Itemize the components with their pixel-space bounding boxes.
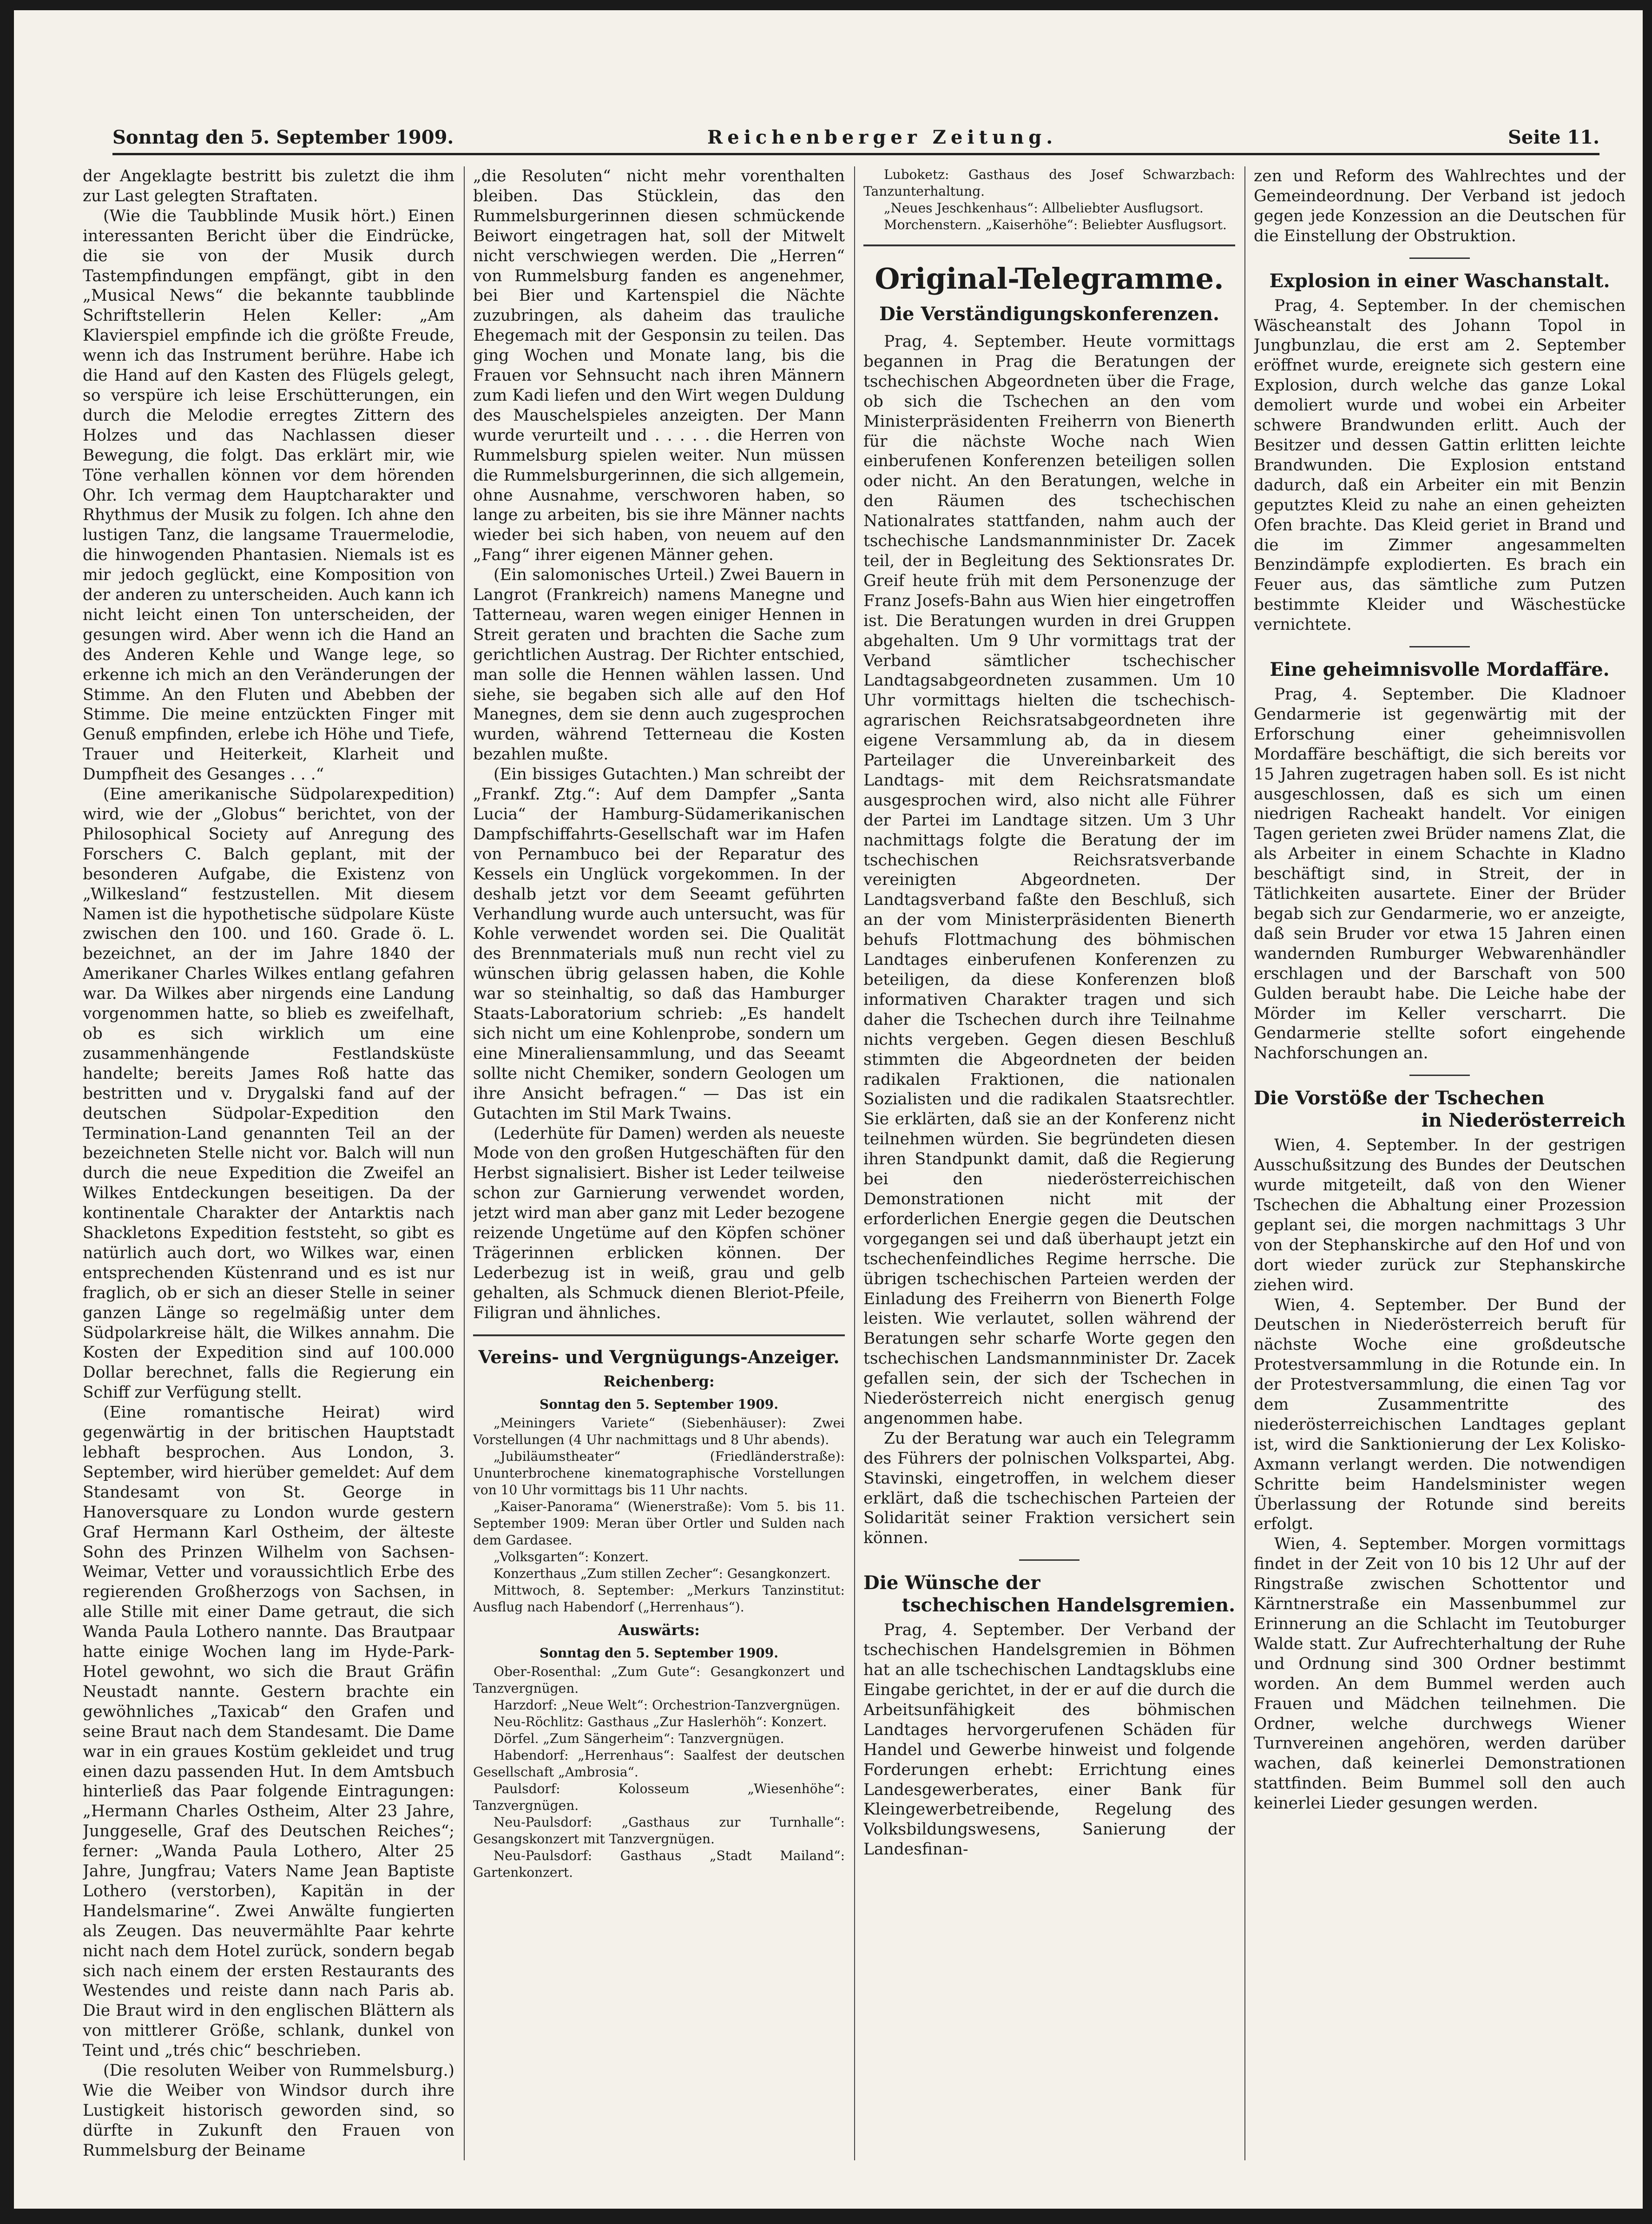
page-number: Seite 11. — [1508, 126, 1599, 148]
headline-verstaendigung: Die Verständigungskonferenzen. — [879, 303, 1219, 325]
event-date: Sonntag den 5. September 1909. — [539, 1397, 779, 1412]
event-item: Konzerthaus „Zum stillen Zecher“: Gesangkonzert. — [494, 1566, 831, 1582]
article-handelsgremien-cont: zen und Reform des Wahlrechtes und der Gemeindeordnung. Der Verband ist jedoch gegen jede Konzession an die Deutschen für die Einstellung der Obstruktion. — [1254, 167, 1626, 245]
event-item: „Volksgarten“: Konzert. — [494, 1549, 649, 1565]
article-rule — [1019, 1559, 1079, 1561]
column-divider — [1244, 166, 1245, 2160]
article-heirat: (Eine romantische Heirat) wird gegenwärtig in der britischen Hauptstadt lebhaft besprochen. Aus London, 3. September, wird hierüber gemeldet: Auf dem Standesamt von St. George in Hanoversquare zu London wurde gestern Graf Hermann Karl Ostheim, der älteste Sohn des Prinzen Wilhelm von Sachsen-Weimar, Vetter und voraussichtlich Erbe des regierenden Großherzogs von Sachsen, in alle Stille mit einer Dame getraut, die sich Wanda Paula Lothero nannte. Das Brautpaar hatte einige Wochen lang im Hyde-Park-Hotel gewohnt, wo sich die Braut Gräfin Neustadt nannte. Gestern brachte ein gewöhnliches „Taxicab“ den Grafen und seine Braut nach dem Standesamt. Die Dame war in ein graues Kostüm gekleidet und trug einen dazu passenden Hut. In dem Amtsbuch hinterließ das Paar folgende Eintragungen: „Hermann Charles Ostheim, Alter 23 Jahre, Junggeselle, Graf des Deutschen Reiches“; ferner: „Wanda Paula Lothero, Alter 25 Jahre, Jungfrau; Vaters Name Jean Baptiste Lothero (verstorben), Kapitän in der Handelsmarine“. Zwei Anwälte fungierten als Zeugen. Das neuvermählte Paar kehrte nicht nach dem Hotel zurück, sondern begab sich nach einem der ersten Restaurants des Westendes und reiste dann nach Paris ab. Die Braut wird in den englischen Blättern als von mittlerer Größe, schlank, dunkel von Teint und „trés chic“ beschrieben. — [83, 1403, 454, 2060]
headline-explosion: Explosion in einer Waschanstalt. — [1269, 270, 1610, 292]
article-rule — [1409, 646, 1470, 647]
newspaper-title: Reichenberger Zeitung. — [707, 126, 1058, 148]
section-title-verein: Vereins- und Vergnügungs-Anzeiger. — [478, 1346, 840, 1367]
article-rule — [1409, 257, 1470, 259]
column-1 — [83, 166, 454, 2160]
headline-wuensche-2: tschechischen Handelsgremien. — [902, 1594, 1235, 1617]
event-item: Paulsdorf: Kolosseum „Wiesenhöhe“: Tanzvergnügen. — [473, 1781, 845, 1814]
column-2 — [473, 166, 845, 2160]
headline-wuensche-1: Die Wünsche der — [863, 1572, 1040, 1594]
page-header — [112, 122, 1599, 155]
headline-vorstoesse-2: in Niederösterreich — [1421, 1109, 1626, 1132]
article-explosion: Prag, 4. September. In der chemischen Wäscheanstalt des Johann Topol in Jungbunzlau, die erst am 2. September eröffnet wurde, ereignete sich gestern eine Explosion, durch welche das ganze Lokal demoliert wurde und wobei ein Arbeiter schwere Brandwunden erlitt. Auch der Besitzer und dessen Gattin erlitten leichte Brandwunden. Die Explosion entstand dadurch, daß ein Arbeiter ein mit Benzin geputztes Kleid zu nahe an einen geheizten Ofen brachte. Das Kleid geriet in Brand und die im Zimmer angesammelten Benzindämpfe explodierten. Es brach ein Feuer aus, das sämtliche zum Putzen bestimmte Kleider und Wäschestücke vernichtete. — [1254, 296, 1626, 634]
column-divider — [464, 166, 465, 2160]
column-3 — [863, 166, 1235, 2160]
article-rummelsburg-cont: „die Resoluten“ nicht mehr vorenthalten bleiben. Das Stücklein, das den Rummelsburgerinnen diesen schmückende Beiwort eingetragen hat, soll der Mitwelt nicht verschwiegen werden. Die „Herren“ von Rummelsburg fanden es angenehmer, bei Bier und Kartenspiel die Nächte zuzubringen, als daheim das trauliche Ehegemach mit der Gesponsin zu teilen. Das ging Wochen und Monate lang, bis die Frauen vor Sehnsucht nach ihren Männern zum Kadi liefen und den Wirt wegen Duldung des Mauschelspieles anzeigten. Der Mann wurde verurteilt und . . . . . die Herren von Rummelsburg spielen weiter. Nun müssen die Rummelsburgerinnen, die sich allgemein, ohne Ausnahme, verschworen haben, so lange zu arbeiten, bis sie ihre Männer nachts wieder bei sich haben, von neuem auf den „Fang“ ihrer eigenen Männer gehen. — [473, 167, 845, 565]
article-verstaendigung: Prag, 4. September. Heute vormittags begannen in Prag die Beratungen der tschechischen Abgeordneten über die Frage, ob sich die Tschechen an den vom Ministerpräsidenten Freiherrn von Bienerth für die nächste Woche nach Wien einberufenen Konferenzen beteiligen sollen oder nicht. An den Beratungen, welche in den Räumen des tschechischen Nationalrates stattfanden, nahm auch der tschechische Landsmannminister Dr. Zacek teil, der in Begleitung des Sektionsrates Dr. Greif heute früh mit dem Personenzuge der Franz Josefs-Bahn aus Wien hier eingetroffen ist. Die Beratungen wurden in drei Gruppen abgehalten. Um 9 Uhr vormittags trat der Verband sämtlicher tschechischer Landtagsabgeordneten zusammen. Um 10 Uhr vormittags hielten die tschechisch-agrarischen Reichsratsabgeordneten ihre eigene Versammlung ab, da in diesem Parteilager die Unvereinbarkeit des Landtags- mit dem Reichsratsmandate ausgesprochen wird, also nicht alle Führer der Partei im Landtage sitzen. Um 3 Uhr nachmittags folgte die Beratung der im tschechischen Reichsratsverbande vereinigten Abgeordneten. Der Landtagsverband faßte den Beschluß, sich an der vom Ministerpräsidenten Bienerth behufs Flottmachung des böhmischen Landtages einberufenen Konferenzen zu beteiligen, da diese Konferenzen bloß informativen Charakter tragen und sich daher die Tschechen durch ihre Teilnahme nichts vergeben. Gegen diesen Beschluß stimmten die Abgeordneten der beiden radikalen Fraktionen, die nationalen Sozialisten und die radikalen Staatsrechtler. Sie erklärten, daß sie an der Konferenz nicht teilnehmen würden. Sie begründeten diesen ihren Standpunkt damit, daß die Regierung bei den niederösterreichischen Demonstrationen nicht mit der erforderlichen Energie gegen die Deutschen vorgegangen sei und daß überhaupt jetzt ein tschechenfeindliches Regime herrsche. Die übrigen tschechischen Parteien werden der Einladung des Freiherrn von Bienerth Folge leisten. Wie verlautet, sollen während der Beratungen sehr scharfe Worte gegen den tschechischen Landsmannminister Dr. Zacek gefallen sein, der sich der Tschechen in Niederösterreich nicht energisch genug angenommen habe. — [863, 332, 1235, 1428]
article-taubblinde: (Wie die Taubblinde Musik hört.) Einen interessanten Bericht über die Eindrücke, die sie von der Musik durch Tastempfindungen empfängt, gibt in den „Musical News“ die bekannte taubblinde Schriftstellerin Helen Keller: „Am Klavierspiel empfinde ich die größte Freude, wenn ich das Instrument berühre. Habe ich die Hand auf den Kasten des Flügels gelegt, so verspüre ich leise Erschütterungen, ein durch die Melodie erregtes Zittern des Holzes und das Nachlassen dieser Bewegung, die folgt. Das erklärt mir, wie Töne verhallen können vor dem hörenden Ohr. Ich vermag dem Hauptcharakter und Rhythmus der Musik zu folgen. Ich ahne den lustigen Tanz, die langsame Trauermelodie, die hinwogenden Phantasien. Niemals ist es mir jedoch geglückt, eine Komposition von der anderen zu unterscheiden. Auch kann ich nicht leicht einen Ton unterscheiden, der gesungen wird. Aber wenn ich die Hand an des Anderen Kehle und Wange lege, so erkenne ich mich an den Veränderungen der Stimme. An den Fluten und Abebben der Stimme. Die meine entzückten Finger mit Genuß empfinden, erlebe ich Höhe und Tiefe, Trauer und Heiterkeit, Klarheit und Dumpfheit des Gesanges . . .“ — [83, 206, 454, 784]
event-item: Neu-Paulsdorf: Gasthaus „Stadt Mailand“: Gartenkonzert. — [473, 1848, 845, 1881]
headline-vorstoesse-1: Die Vorstöße der Tschechen — [1254, 1087, 1545, 1109]
event-item: „Kaiser-Panorama“ (Wienerstraße): Vom 5. bis 11. September 1909: Meran über Ortler und Sulden nach dem Gardasee. — [473, 1499, 845, 1548]
article-vorstoesse-1: Wien, 4. September. In der gestrigen Ausschußsitzung des Bundes der Deutschen wurde mitgeteilt, daß von den Wiener Tschechen die Abhaltung einer Prozession geplant sei, die morgen nachmittags 3 Uhr von der Stephanskirche auf den Hof und von dort wieder zurück zur Stephanskirche ziehen wird. — [1254, 1136, 1626, 1294]
article-mordaffaere: Prag, 4. September. Die Kladnoer Gendarmerie ist gegenwärtig mit der Erforschung einer geheimnisvollen Mordaffäre beschäftigt, die sich bereits vor 15 Jahren zugetragen haben soll. Es ist nicht ausgeschlossen, daß es sich um einen niedrigen Racheakt handelt. Vor einigen Tagen gerieten zwei Brüder namens Zlat, die als Arbeiter in einem Schachte in Kladno beschäftigt sind, in Streit, der in Tätlichkeiten ausartete. Einer der Brüder begab sich zur Gendarmerie, wo er anzeigte, daß sein Bruder vor etwa 15 Jahren einen wandernden Rumburger Webwarenhändler erschlagen und der Barschaft von 500 Gulden beraubt habe. Die Leiche habe der Mörder im Keller verscharrt. Die Gendarmerie stellte sofort eingehende Nachforschungen an. — [1254, 685, 1626, 1063]
article-rule — [1409, 1075, 1470, 1076]
article-suedpolarexpedition: (Eine amerikanische Südpolarexpedition) wird, wie der „Globus“ berichtet, von der Philosophical Society auf Anregung des Forschers C. Balch geplant, mit der besonderen Aufgabe, die Existenz von „Wilkesland“ festzustellen. Mit diesem Namen ist die hypothetische südpolare Küste zwischen den 100. und 160. Grade ö. L. bezeichnet, an der im Jahre 1840 der Amerikaner Charles Wilkes entlang gefahren war. Da Wilkes aber nirgends eine Landung vorgenommen hatte, so blieb es zweifelhaft, ob es sich wirklich um eine zusammenhängende Festlandsküste handelte; bereits James Roß hatte das bestritten und v. Drygalski fand auf der deutschen Südpolar-Expedition den Termination-Land genannten Teil an der bezeichneten Stelle nicht vor. Balch will nun durch die neue Expedition die Zweifel an Wilkes Entdeckungen beseitigen. Da der kontinentale Charakter der Antarktis nach Shackletons Expedition feststeht, so gibt es natürlich auch dort, wo Wilkes war, einen entsprechenden Küstenrand und es ist nur fraglich, ob er sich an dieser Stelle in seiner ganzen Länge so regelmäßig unter dem Südpolarkreise hält, die Wilkes annahm. Die Kosten der Expedition sind auf 100.000 Dollar berechnet, falls die Regierung ein Schiff zur Verfügung stellt. — [83, 785, 454, 1402]
section-rule — [473, 1334, 845, 1336]
event-item: „Neues Jeschkenhaus“: Allbeliebter Ausflugsort. — [884, 200, 1204, 216]
event-item: Neu-Paulsdorf: „Gasthaus zur Turnhalle“: Gesangskonzert mit Tanzvergnügen. — [473, 1815, 845, 1847]
event-item: Morchenstern. „Kaiserhöhe“: Beliebter Ausflugsort. — [884, 217, 1227, 232]
article-verstaendigung-2: Zu der Beratung war auch ein Telegramm des Führers der polnischen Volkspartei, Abg. Stavinski, eingetroffen, in welchem dieser erklärt, daß die tschechischen Parteien der Solidarität seiner Fraktion versichert sein können. — [863, 1429, 1235, 1548]
column-divider — [854, 166, 855, 2160]
subhead-auswaerts: Auswärts: — [618, 1621, 700, 1639]
event-date: Sonntag den 5. September 1909. — [539, 1645, 779, 1661]
headline-mordaffaere: Eine geheimnisvolle Mordaffäre. — [1270, 659, 1610, 681]
event-item: Ober-Rosenthal: „Zum Gute“: Gesangkonzert und Tanzvergnügen. — [473, 1664, 845, 1696]
event-item: Harzdorf: „Neue Welt“: Orchestrion-Tanzvergnügen. — [494, 1697, 841, 1713]
subhead-reichenberg: Reichenberg: — [603, 1373, 715, 1391]
newspaper-page — [14, 10, 1643, 2209]
article-vorstoesse-3: Wien, 4. September. Morgen vormittags findet in der Zeit von 10 bis 12 Uhr auf der Ringstraße zwischen Schottentor und Kärntnerstraße ein Massenbummel zur Erinnerung an die Schlacht im Teutoburger Walde statt. Zur Aufrechterhaltung der Ruhe und Ordnung sind 300 Ordner bestimmt worden. An dem Bummel werden auch Frauen und Mädchen teilnehmen. Die Ordner, welche durchwegs Wiener Turnvereinen angehören, werden darüber wachen, daß keinerlei Demonstrationen stattfinden. Beim Bummel soll den auch keinerlei Lieder gesungen werden. — [1254, 1535, 1626, 1813]
event-item: Dörfel. „Zum Sängerheim“: Tanzvergnügen. — [494, 1731, 784, 1747]
header-rule — [112, 153, 1599, 155]
article-lederhuete: (Lederhüte für Damen) werden als neueste Mode von den großen Hutgeschäften für den Herbst signalisiert. Bisher ist Leder teilweise schon zur Garnierung verwendet worden, jetzt wird man aber ganz mit Leder bezogene reizende Ungetüme auf den Köpfen schöner Trägerinnen erblicken können. Der Lederbezug ist in weiß, grau und gelb gehalten, als Schmuck dienen Bleriot-Pfeile, Filigran und ähnliches. — [473, 1124, 845, 1322]
article-gutachten: (Ein bissiges Gutachten.) Man schreibt der „Frankf. Ztg.“: Auf dem Dampfer „Santa Lucia“ der Hamburg-Südamerikanischen Dampfschiffahrts-Gesellschaft war im Hafen von Pernambuco bei der Reparatur des Kessels ein Unglück vorgekommen. In der deshalb jetzt vor dem Seeamt geführten Verhandlung wurde auch untersucht, was für Kohle verwendet worden sei. Die Qualität des Brennmaterials muß nun recht viel zu wünschen übrig gelassen haben, die Kohle war so steinhaltig, so daß das Hamburger Staats-Laboratorium schrieb: „Es handelt sich nicht um eine Kohlenprobe, sondern um eine Mineraliensammlung, und das Seeamt sollte nicht Chemiker, sondern Geologen um ihre Ansicht befragen.“ — Das ist ein Gutachten im Stil Mark Twains. — [473, 765, 845, 1123]
article-handelsgremien: Prag, 4. September. Der Verband der tschechischen Handelsgremien in Böhmen hat an alle tschechischen Landtagsklubs eine Eingabe gerichtet, in der er auf die durch die Arbeitsunfähigkeit des böhmischen Landtages hervorgerufenen Schäden für Handel und Gewerbe hinweist und folgende Forderungen erhebt: Errichtung eines Landesgewerberates, einer Bank für Kleingewerbetreibende, Regelung des Volksbildungswesens, Sanierung der Landesfinan- — [863, 1621, 1235, 1859]
event-item: Neu-Röchlitz: Gasthaus „Zur Haslerhöh“: Konzert. — [494, 1714, 827, 1730]
issue-date: Sonntag den 5. September 1909. — [112, 126, 454, 148]
article-urteil: (Ein salomonisches Urteil.) Zwei Bauern in Langrot (Frankreich) namens Manegne und Tatterneau, waren wegen einiger Hennen in Streit geraten und brachten die Sache zum gerichtlichen Austrag. Der Richter entschied, man solle die Hennen wählen lassen. Und siehe, sie begaben sich alle auf den Hof Manegnes, dem sie denn auch zugesprochen wurden, während Tetterneau die Kosten bezahlen mußte. — [473, 566, 845, 764]
event-item: Luboketz: Gasthaus des Josef Schwarzbach: Tanzunterhaltung. — [863, 167, 1235, 199]
event-item: Mittwoch, 8. September: „Merkurs Tanzinstitut: Ausflug nach Habendorf („Herrenhaus“). — [473, 1583, 845, 1615]
event-item: „Jubiläumstheater“ (Friedländerstraße): Ununterbrochene kinematographische Vorstellungen von 10 Uhr vormittags bis 11 Uhr nachts. — [473, 1449, 845, 1498]
section-title-telegramme: Original-Telegramme. — [875, 262, 1224, 296]
article-vorstoesse-2: Wien, 4. September. Der Bund der Deutschen in Niederösterreich beruft für nächste Woche eine großdeutsche Protestversammlung in die Rotunde ein. In der Protestversammlung, die einen Tag vor dem Zusammentritte des niederösterreichischen Landtages geplant ist, wird die Sanktionierung der Lex Kolisko-Axmann verlangt werden. Die notwendigen Schritte beim Handelsminister wegen Überlassung der Rotunde sind bereits erfolgt. — [1254, 1295, 1626, 1534]
article-text: der Angeklagte bestritt bis zuletzt die ihm zur Last gelegten Straftaten. — [83, 167, 454, 205]
section-rule — [863, 244, 1235, 246]
event-item: Habendorf: „Herrenhaus“: Saalfest der deutschen Gesellschaft „Ambrosia“. — [473, 1748, 845, 1780]
event-item: „Meiningers Variete“ (Siebenhäuser): Zwei Vorstellungen (4 Uhr nachmittags und 8 Uhr abends). — [473, 1415, 845, 1448]
article-rummelsburg: (Die resoluten Weiber von Rummelsburg.) Wie die Weiber von Windsor durch ihre Lustigkeit historisch geworden sind, so dürfte in Zukunft den Frauen von Rummelsburg der Beiname — [83, 2061, 454, 2160]
column-4 — [1254, 166, 1626, 2160]
